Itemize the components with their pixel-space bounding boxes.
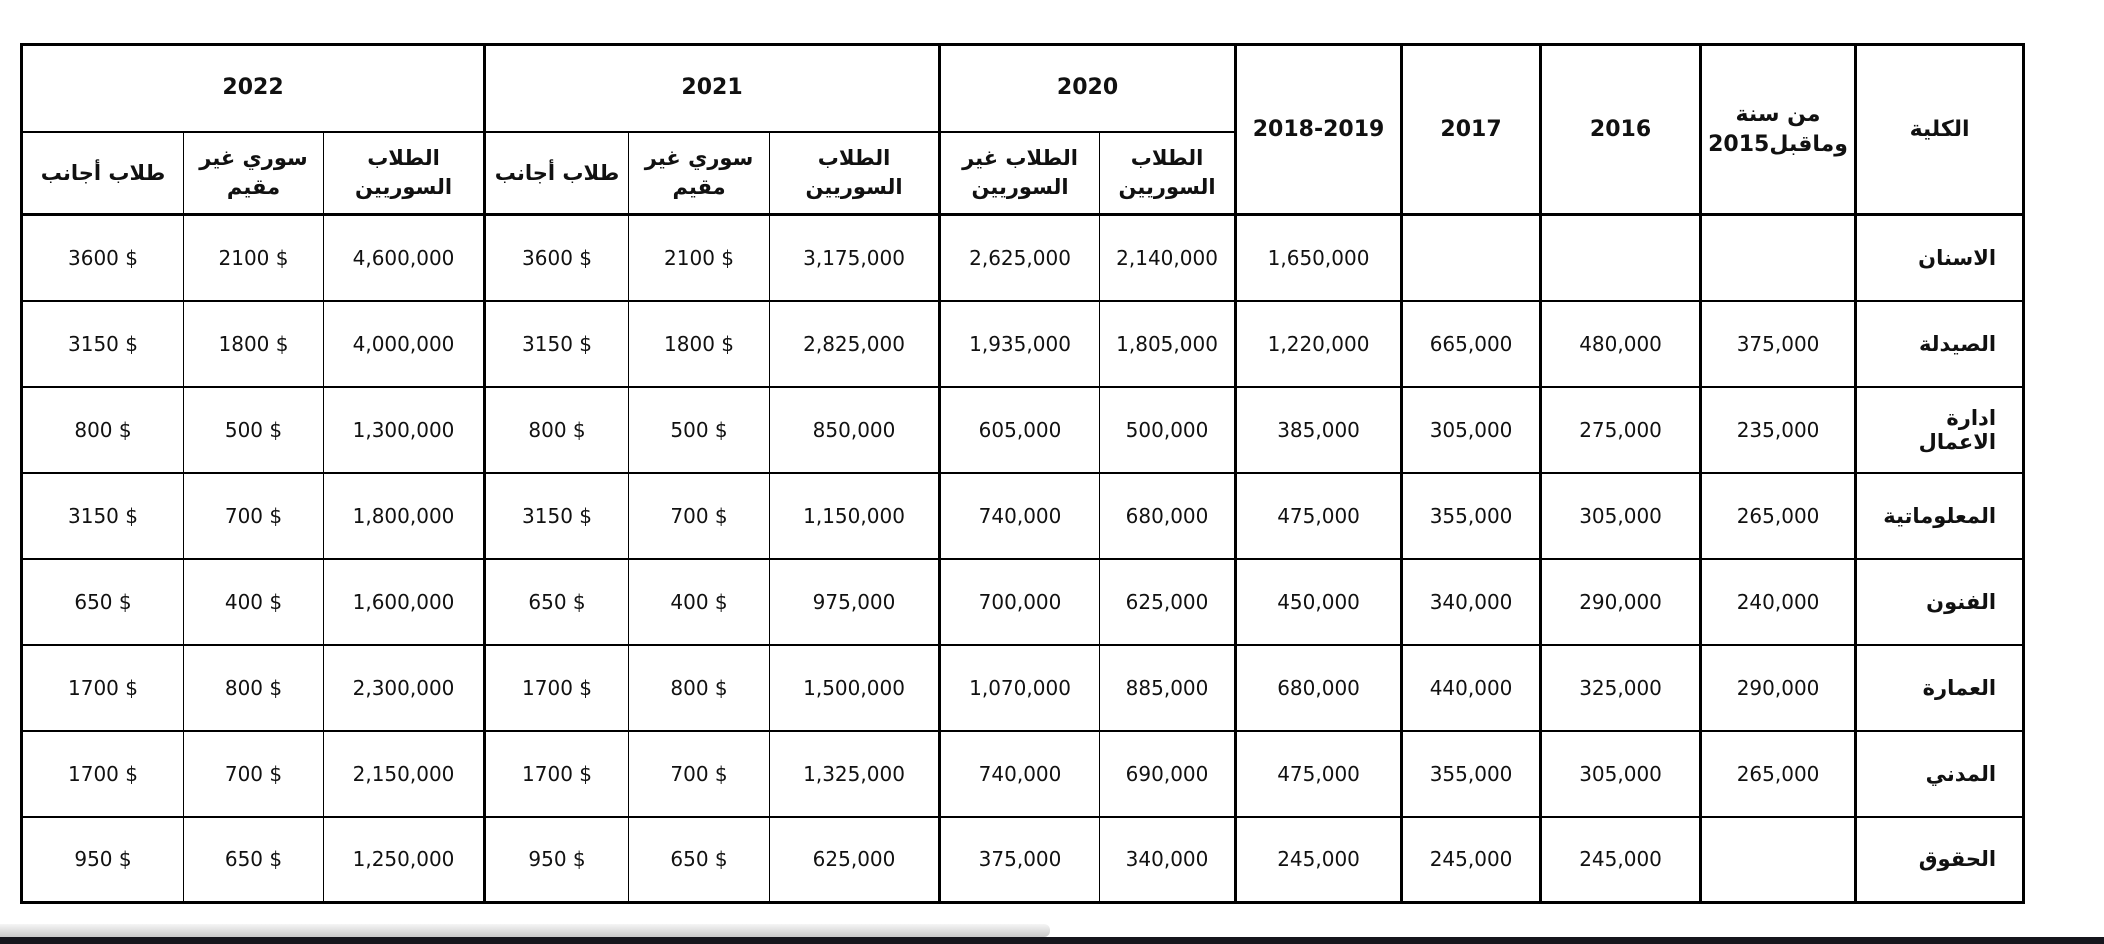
fee-cell: 235,000 [1701,387,1856,473]
table-row [22,817,2024,903]
year-2015-line1: من سنة [1735,101,1821,127]
fee-cell: 625,000 [1100,559,1236,645]
table-row [22,559,2024,645]
fee-cell: 700,000 [940,559,1100,645]
fee-cell: 800 $ [629,645,770,731]
year-group-row [22,45,2024,132]
fee-cell: 290,000 [1541,559,1701,645]
fee-cell: 385,000 [1236,387,1402,473]
fee-cell: 700 $ [184,473,324,559]
fee-cell: 605,000 [940,387,1100,473]
fee-cell: 245,000 [1541,817,1701,903]
fee-cell: 740,000 [940,473,1100,559]
fee-cell: 1,500,000 [770,645,940,731]
fee-cell: 680,000 [1236,645,1402,731]
fee-cell: 340,000 [1100,817,1236,903]
year-group-header-2022: 2022 [22,45,485,132]
table-row [22,473,2024,559]
fee-cell: 1,325,000 [770,731,940,817]
fee-cell: 375,000 [940,817,1100,903]
fee-cell: 800 $ [22,387,184,473]
fee-cell: 1700 $ [485,731,629,817]
fee-cell: 800 $ [184,645,324,731]
subheader-2022-foreign-students: طلاب أجانب [22,132,184,215]
college-name-cell: العمارة [1856,645,2024,731]
fee-cell: 340,000 [1402,559,1541,645]
year-group-header-2021: 2021 [485,45,940,132]
fee-cell: 4,600,000 [324,215,485,301]
fee-cell: 2,150,000 [324,731,485,817]
fee-cell: 3150 $ [485,301,629,387]
college-name-cell: الفنون [1856,559,2024,645]
fee-cell: 2,825,000 [770,301,940,387]
fee-cell: 355,000 [1402,731,1541,817]
fee-cell: 1700 $ [22,731,184,817]
fee-cell: 650 $ [184,817,324,903]
year-header-2015-and-before [1701,45,1856,215]
fee-cell: 1700 $ [485,645,629,731]
fee-cell: 500,000 [1100,387,1236,473]
fee-cell: 3,175,000 [770,215,940,301]
fee-cell: 1,150,000 [770,473,940,559]
fee-cell: 950 $ [22,817,184,903]
fee-cell: 3150 $ [22,301,184,387]
fee-cell: 1700 $ [22,645,184,731]
fee-cell: 275,000 [1541,387,1701,473]
fee-cell: 2,625,000 [940,215,1100,301]
fee-cell: 500 $ [184,387,324,473]
fee-cell: 1,600,000 [324,559,485,645]
fee-cell: 950 $ [485,817,629,903]
fee-cell: 700 $ [184,731,324,817]
fee-cell: 650 $ [22,559,184,645]
college-column-header: الكلية [1856,45,2024,215]
college-name-cell: المعلوماتية [1856,473,2024,559]
fee-cell: 650 $ [629,817,770,903]
fee-cell: 2100 $ [629,215,770,301]
college-name-cell: المدني [1856,731,2024,817]
fee-cell: 3600 $ [485,215,629,301]
fee-cell: 1,070,000 [940,645,1100,731]
fee-cell [1701,817,1856,903]
fee-cell: 400 $ [629,559,770,645]
fee-cell: 240,000 [1701,559,1856,645]
table-header [22,45,2024,215]
bottom-bar [0,937,2104,944]
fee-cell: 475,000 [1236,473,1402,559]
fee-cell: 2,300,000 [324,645,485,731]
table-row [22,301,2024,387]
fee-cell: 450,000 [1236,559,1402,645]
table-row [22,731,2024,817]
fee-cell: 245,000 [1236,817,1402,903]
fee-cell: 400 $ [184,559,324,645]
table-row [22,645,2024,731]
fee-cell: 1,300,000 [324,387,485,473]
subheader-2022-syrian-students: الطلاب السوريين [324,132,485,215]
fee-cell [1402,215,1541,301]
fee-cell: 1,800,000 [324,473,485,559]
fee-cell: 305,000 [1541,473,1701,559]
table-row [22,387,2024,473]
fee-cell: 305,000 [1541,731,1701,817]
fee-cell: 700 $ [629,731,770,817]
year-2015-line2: 2015وماقبل [1708,131,1848,157]
fee-cell: 1800 $ [629,301,770,387]
fee-cell: 325,000 [1541,645,1701,731]
college-name-cell: الحقوق [1856,817,2024,903]
fee-cell: 355,000 [1402,473,1541,559]
fee-cell: 665,000 [1402,301,1541,387]
horizontal-scrollbar-thumb[interactable] [0,924,1050,937]
fee-cell: 800 $ [485,387,629,473]
fee-cell: 625,000 [770,817,940,903]
fee-cell: 305,000 [1402,387,1541,473]
subheader-2020-non-syrian-students: الطلاب غير السوريين [940,132,1100,215]
fee-cell: 290,000 [1701,645,1856,731]
fee-cell: 700 $ [629,473,770,559]
table-row [22,215,2024,301]
fee-cell: 740,000 [940,731,1100,817]
fee-cell: 2100 $ [184,215,324,301]
fee-cell: 265,000 [1701,473,1856,559]
fee-cell: 1,805,000 [1100,301,1236,387]
fee-cell: 3150 $ [485,473,629,559]
fee-cell: 1,650,000 [1236,215,1402,301]
fee-cell: 650 $ [485,559,629,645]
college-name-cell: الصيدلة [1856,301,2024,387]
year-header-2018-2019: 2018-2019 [1236,45,1402,215]
fee-cell: 4,000,000 [324,301,485,387]
tuition-fees-table [20,43,2025,904]
fee-cell: 440,000 [1402,645,1541,731]
year-header-2017: 2017 [1402,45,1541,215]
fee-cell: 3150 $ [22,473,184,559]
table-body [22,215,2024,903]
subheader-2021-syrian-students: الطلاب السوريين [770,132,940,215]
fee-cell: 680,000 [1100,473,1236,559]
fee-cell [1701,215,1856,301]
fee-cell: 3600 $ [22,215,184,301]
subheader-2021-foreign-students: طلاب أجانب [485,132,629,215]
fee-cell: 245,000 [1402,817,1541,903]
year-group-header-2020: 2020 [940,45,1236,132]
fee-cell: 1,220,000 [1236,301,1402,387]
fee-cell: 375,000 [1701,301,1856,387]
fee-cell: 2,140,000 [1100,215,1236,301]
fee-cell: 885,000 [1100,645,1236,731]
fee-cell: 265,000 [1701,731,1856,817]
subheader-2021-nonresident-syrian: سوري غير مقيم [629,132,770,215]
fee-cell: 480,000 [1541,301,1701,387]
fee-cell [1541,215,1701,301]
college-name-cell: الاسنان [1856,215,2024,301]
subheader-2022-nonresident-syrian: سوري غير مقيم [184,132,324,215]
year-header-2016: 2016 [1541,45,1701,215]
college-name-cell: ادارة الاعمال [1856,387,2024,473]
fee-cell: 690,000 [1100,731,1236,817]
fee-cell: 475,000 [1236,731,1402,817]
fee-cell: 1,935,000 [940,301,1100,387]
fee-cell: 975,000 [770,559,940,645]
fee-cell: 500 $ [629,387,770,473]
fee-cell: 1800 $ [184,301,324,387]
subheader-2020-syrian-students: الطلاب السوريين [1100,132,1236,215]
fee-cell: 850,000 [770,387,940,473]
fee-cell: 1,250,000 [324,817,485,903]
